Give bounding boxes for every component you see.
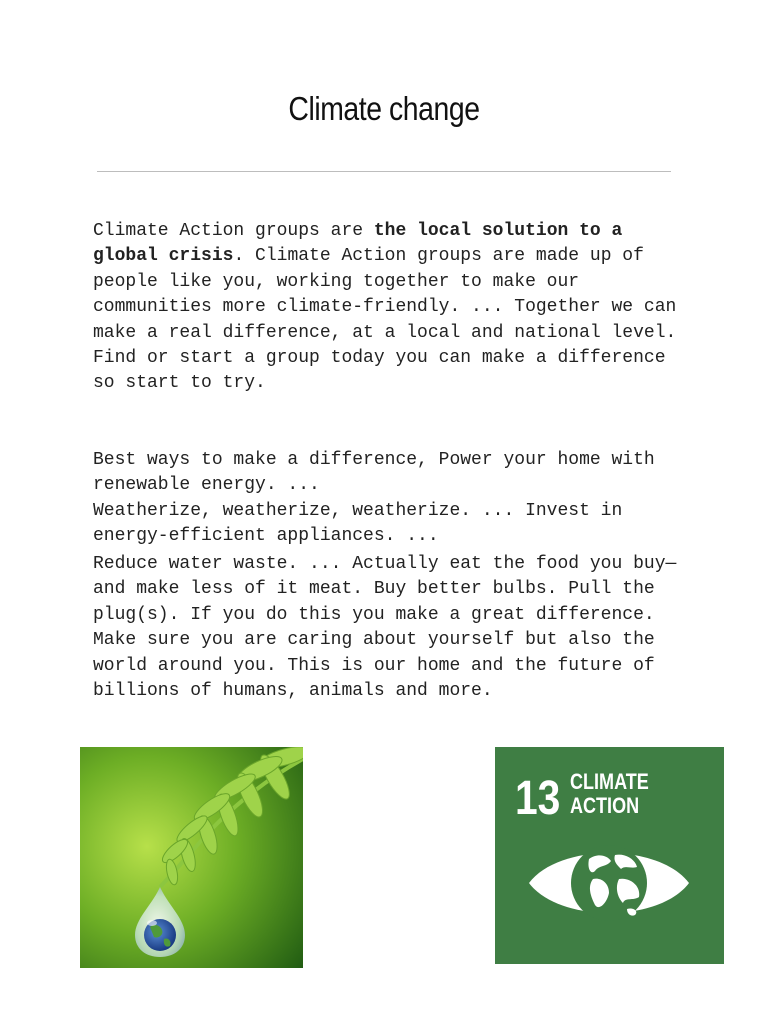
page-title: Climate change — [288, 90, 480, 127]
paragraph-best-ways: Best ways to make a difference, Power your home with renewable energy. ... Weatherize, weatherize, weatherize. ... Invest in energy-efficient appliances. ... — [93, 450, 655, 547]
globe-icon — [571, 845, 647, 921]
sdg13-logo-graphic — [495, 747, 724, 964]
title-divider — [97, 171, 671, 172]
fern-earth-droplet-illustration — [80, 747, 303, 968]
paragraph-rest: . Climate Action groups are made up of people like you, working together to make our communities more climate-friendly. ... Together we can make a real difference, at a local and national level. Find or start a group today you can make a difference so start to try. — [93, 246, 688, 394]
paragraph-reduce-waste: Reduce water waste. ... Actually eat the food you buy—and make less of it meat. Buy better bulbs. Pull the plug(s). If you do this you make a great difference. Make sure you are caring about yourself but also the world around you. This is our home and the future of billions of humans, animals and more. — [93, 554, 677, 702]
paragraph-climate-action-groups — [93, 219, 688, 397]
sdg13-climate-action-logo — [495, 747, 724, 964]
sdg-label-line1: CLIMATE — [570, 770, 649, 795]
fern-earth-droplet-image — [80, 747, 303, 968]
paragraph-lead: Climate Action groups are — [93, 221, 374, 241]
paragraph-bold-phrase: the local solution to a global crisis — [93, 221, 634, 267]
sdg-number: 13 — [515, 771, 561, 825]
sdg-label-line2: ACTION — [570, 794, 640, 819]
